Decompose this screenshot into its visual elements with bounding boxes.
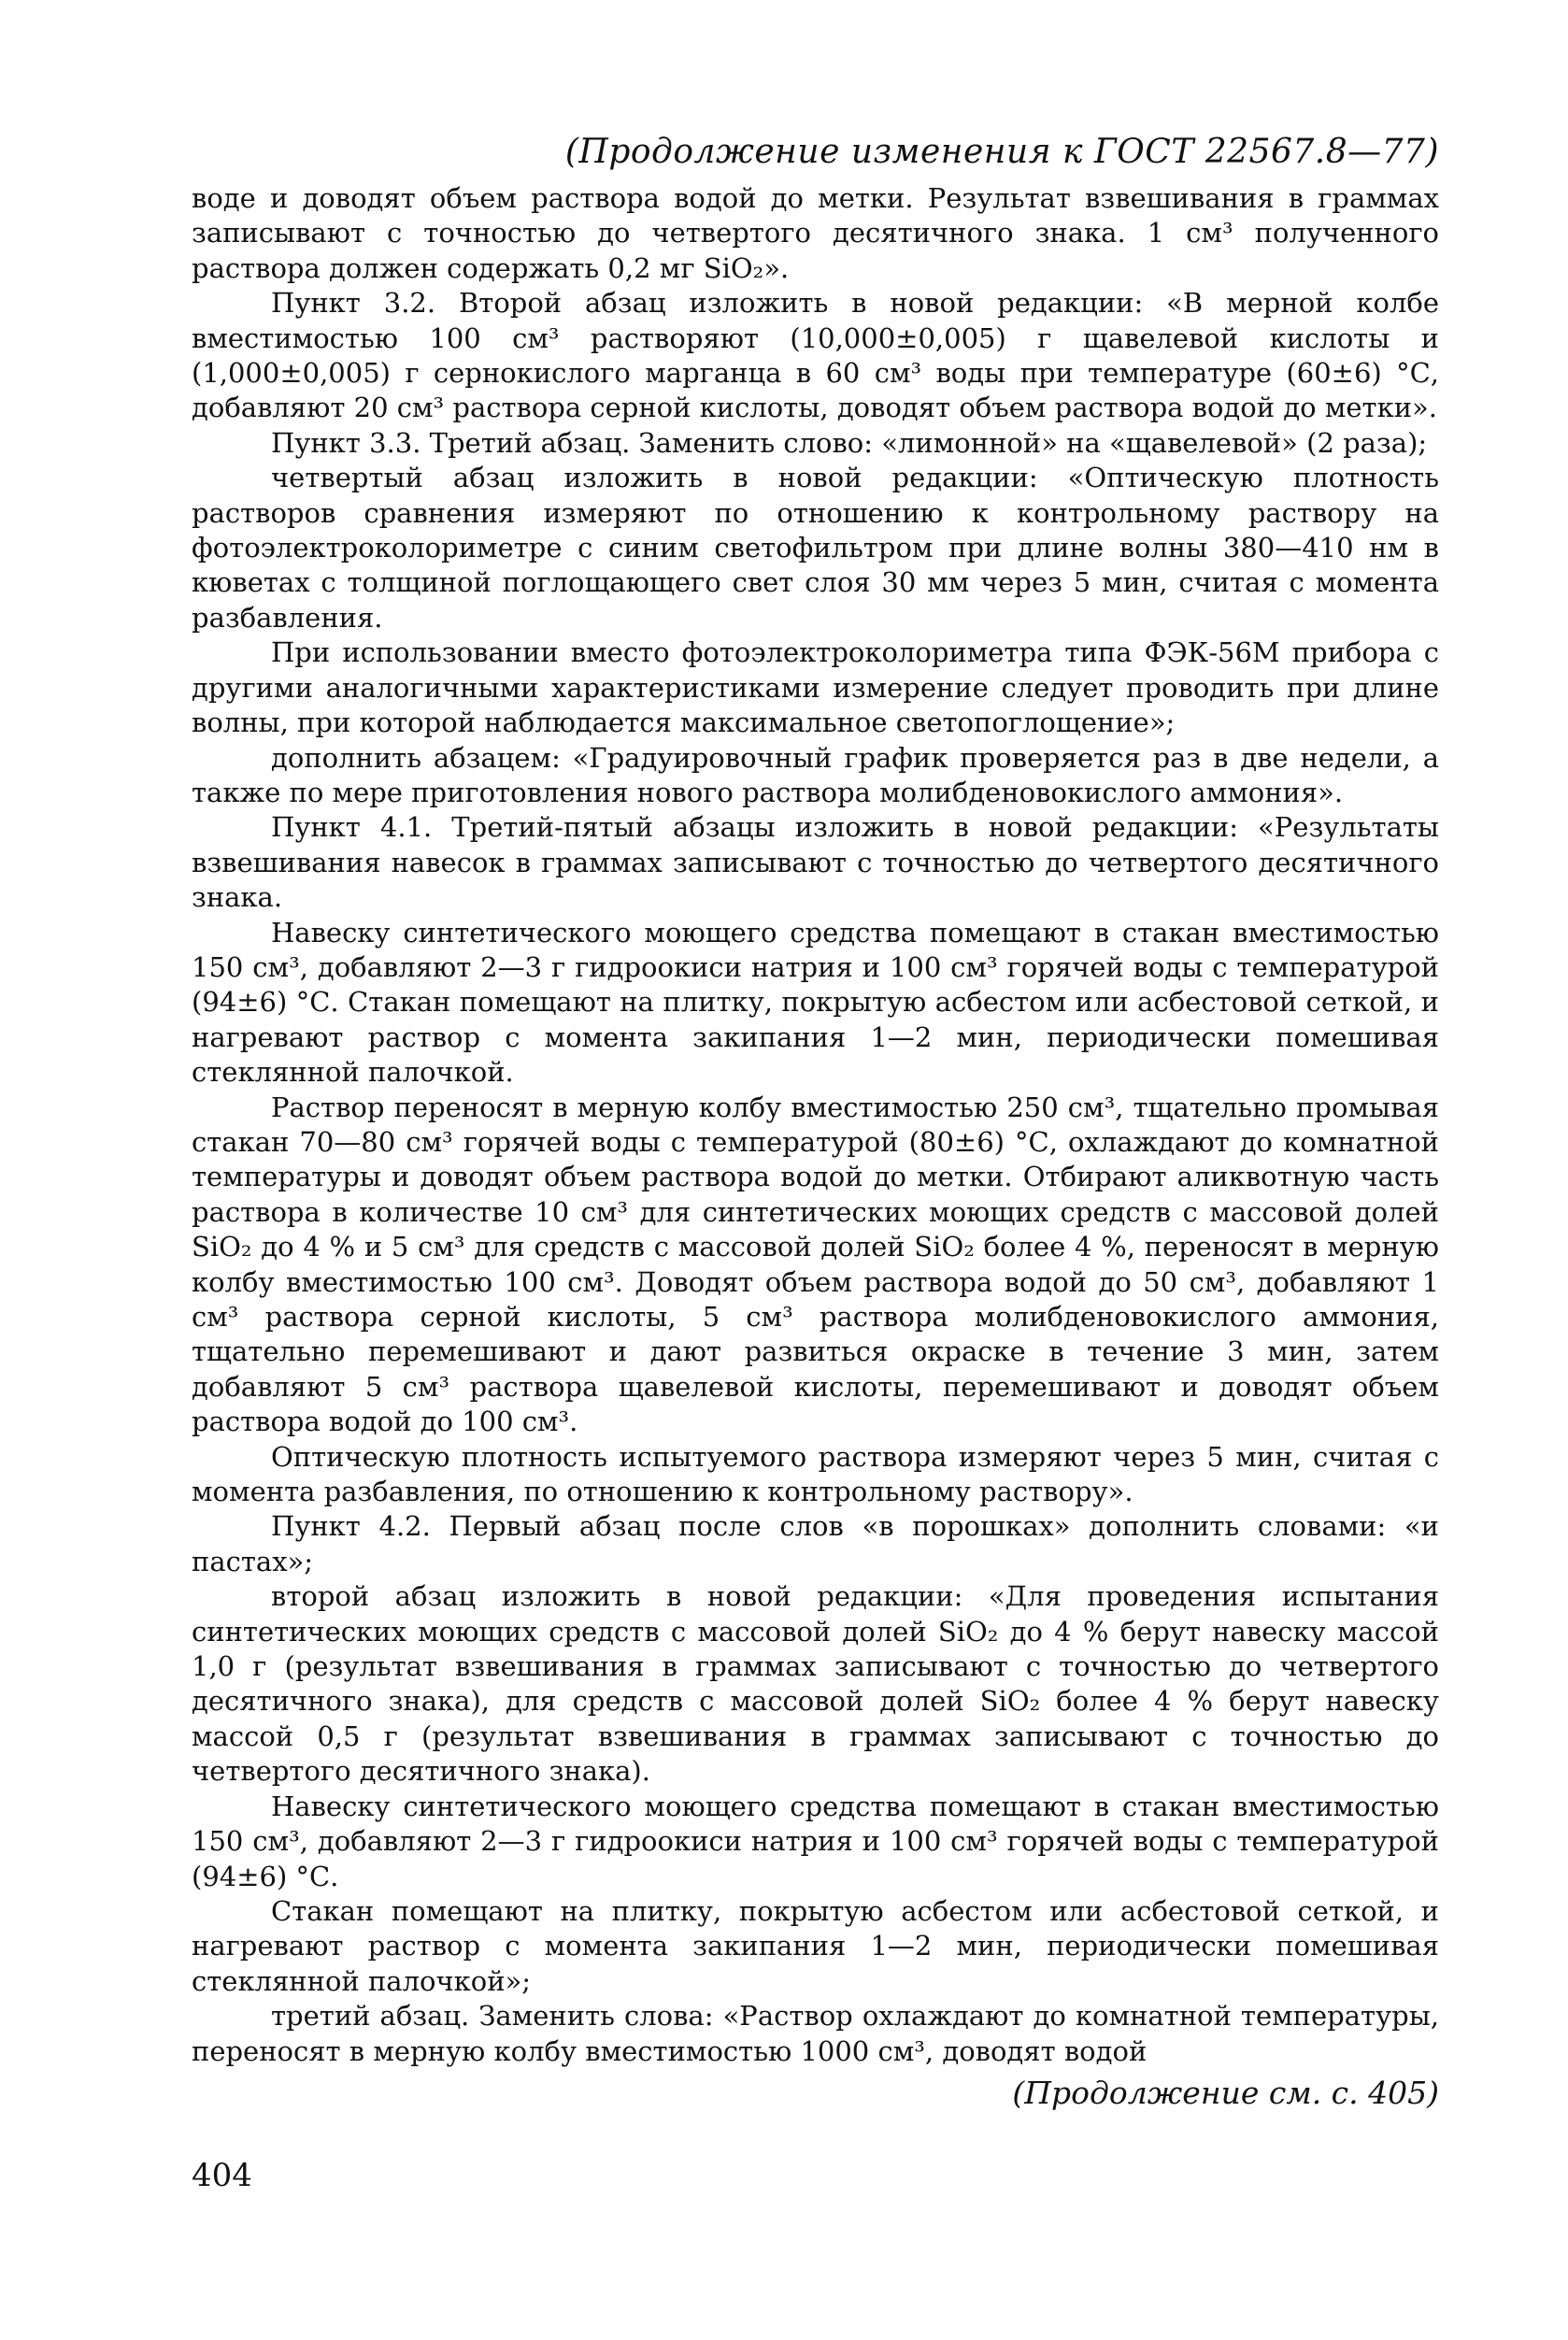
paragraph-12: второй абзац изложить в новой редакции: «Для проведения испытания синтетических моющих средств с массовой долей SiO₂ до 4 % берут навеску массой 1,0 г (результат взвешивания в граммах записывают с точностью до четвертого десятичного знака), для средств с массовой долей SiO₂ более 4 % берут навеску массой 0,5 г (результат взвешивания в граммах записывают с точностью до четвертого десятичного знака). [192,1580,1439,1788]
paragraph-14: Стакан помещают на плитку, покрытую асбестом или асбестовой сеткой, и нагревают раствор с момента закипания 1—2 мин, периодически помешивая стеклянной палочкой»; [192,1894,1439,1997]
paragraph-3: Пункт 3.3. Третий абзац. Заменить слово: «лимонной» на «щавелевой» (2 раза); [271,426,1428,459]
paragraph-2: Пункт 3.2. Второй абзац изложить в новой редакции: «В мерной колбе вместимостью 100 см³ растворяют (10,000±0,005) г щавелевой кислоты и (1,000±0,005) г сернокислого марганца в 60 см³ воды при температуре (60±6) °С, добавляют 20 см³ раствора серной кислоты, доводят объем раствора водой до метки». [192,287,1439,424]
page-number: 404 [192,2157,252,2194]
paragraph-5: При использовании вместо фотоэлектроколориметра типа ФЭК-56М прибора с другими аналогичными характеристиками измерение следует проводить при длине волны, при которой наблюдается максимальное светопоглощение»; [192,636,1439,739]
paragraph-13: Навеску синтетического моющего средства помещают в стакан вместимостью 150 см³, добавляют 2—3 г гидроокиси натрия и 100 см³ горячей воды с температурой (94±6) °С. [192,1790,1439,1892]
paragraph-11: Пункт 4.2. Первый абзац после слов «в порошках» дополнить словами: «и пастах»; [192,1510,1439,1577]
paragraph-10: Оптическую плотность испытуемого раствора измеряют через 5 мин, считая с момента разбавления, по отношению к контрольному раствору». [192,1440,1439,1508]
paragraph-8: Навеску синтетического моющего средства помещают в стакан вместимостью 150 см³, добавляют 2—3 г гидроокиси натрия и 100 см³ горячей воды с температурой (94±6) °С. Стакан помещают на плитку, покрытую асбестом или асбестовой сеткой, и нагревают раствор с момента закипания 1—2 мин, периодически помешивая стеклянной палочкой. [192,916,1439,1089]
paragraph-7: Пункт 4.1. Третий-пятый абзацы изложить в новой редакции: «Результаты взвешивания навесок в граммах записывают с точностью до четвертого десятичного знака. [192,811,1439,914]
running-header: (Продолжение изменения к ГОСТ 22567.8—77) [564,133,1439,171]
paragraph-4: четвертый абзац изложить в новой редакции: «Оптическую плотность растворов сравнения измеряют по отношению к контрольному раствору на фотоэлектроколориметре с синим светофильтром при длине волны 380—410 нм в кюветах с толщиной поглощающего свет слоя 30 мм через 5 мин, считая с момента разбавления. [192,462,1439,634]
paragraph-9: Раствор переносят в мерную колбу вместимостью 250 см³, тщательно промывая стакан 70—80 см³ горячей воды с температурой (80±6) °С, охлаждают до комнатной температуры и доводят объем раствора водой до метки. Отбирают аликвотную часть раствора в количестве 10 см³ для синтетических моющих средств с массовой долей SiO₂ до 4 % и 5 см³ для средств с массовой долей SiO₂ более 4 %, переносят в мерную колбу вместимостью 100 см³. Доводят объем раствора водой до 50 см³, добавляют 1 см³ раствора серной кислоты, 5 см³ раствора молибденовокислого аммония, тщательно перемешивают и дают развиться окраске в течение 3 мин, затем добавляют 5 см³ раствора щавелевой кислоты, перемешивают и доводят объем раствора водой до 100 см³. [192,1091,1439,1438]
document-page [192,129,1439,2213]
paragraph-6: дополнить абзацем: «Градуировочный график проверяется раз в две недели, а также по мере приготовления нового раствора молибденовокислого аммония». [192,741,1439,808]
continuation-note: (Продолжение см. с. 405) [1012,2074,1439,2111]
paragraph-1: воде и доводят объем раствора водой до метки. Результат взвешивания в граммах записывают с точностью до четвертого десятичного знака. 1 см³ полученного раствора должен содержать 0,2 мг SiO₂». [192,182,1439,284]
body-text [192,181,1439,2069]
paragraph-15: третий абзац. Заменить слова: «Раствор охлаждают до комнатной температуры, переносят в мерную колбу вместимостью 1000 см³, доводят водой [192,2000,1439,2067]
